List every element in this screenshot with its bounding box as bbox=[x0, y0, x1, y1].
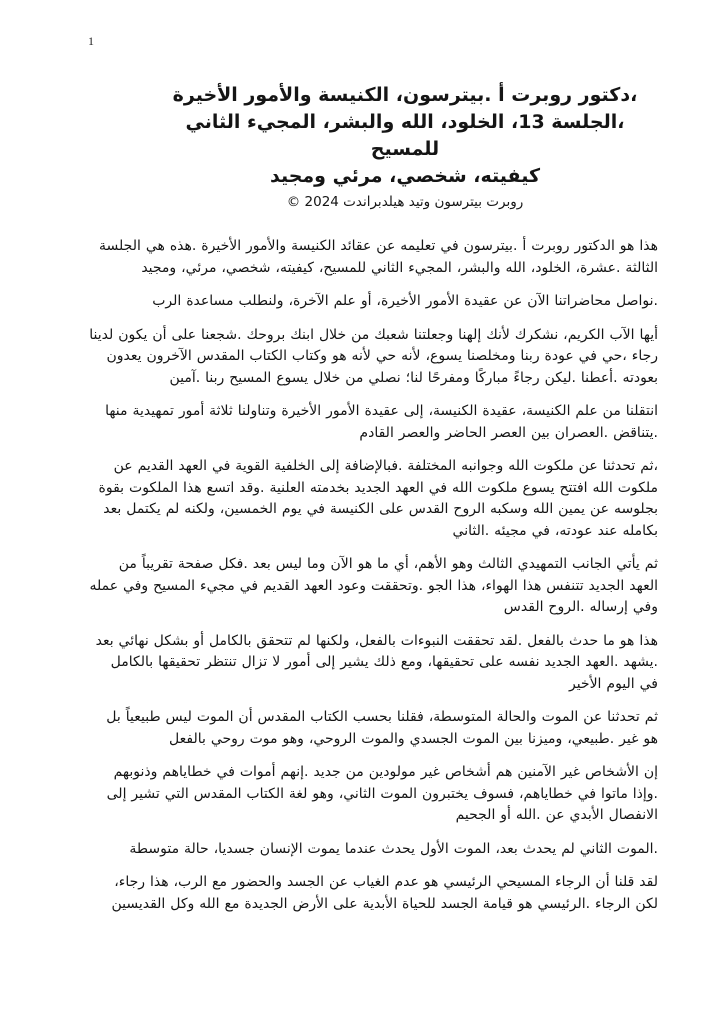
body-paragraph: ثم يأتي الجانب التمهيدي الثالث وهو الأهم، أي ما هو الآن وما ليس بعد .فكل صفحة تقريباً من العهد الجديد تتنفس هذا الهواء، هذا الجو .وتحققت وعود العهد القديم في مجيء المسيح وفي عمله وفي إرساله .الروح القدس bbox=[89, 556, 658, 615]
body-paragraph: هذا هو الدكتور روبرت أ .بيترسون في تعليمه عن عقائد الكنيسة والأمور الأخيرة .هذه هي الجلسة الثالثة .عشرة، الخلود، الله والبشر، المجيء الثاني للمسيح، كيفيته، شخصي، مرئي، ومجيد bbox=[99, 238, 658, 276]
document-body bbox=[88, 236, 658, 915]
document-content bbox=[88, 0, 658, 927]
body-paragraph: انتقلنا من علم الكنيسة، عقيدة الكنيسة، إلى عقيدة الأمور الأخيرة وتناولنا ثلاثة أمور تمهيدية منها .يتناقض .العصران بين العصر الحاضر والعصر القادم bbox=[105, 403, 658, 441]
title-line-2: ،الجلسة 13، الخلود، الله والبشر، المجيء الثاني للمسيح bbox=[185, 111, 625, 160]
title-line-1: ،دكتور روبرت أ .بيترسون، الكنيسة والأمور الأخيرة bbox=[172, 84, 638, 106]
body-paragraph: .نواصل محاضراتنا الآن عن عقيدة الأمور الأخيرة، أو علم الآخرة، ولنطلب مساعدة الرب bbox=[152, 293, 658, 309]
body-paragraph: هذا هو ما حدث بالفعل .لقد تحققت النبوءات بالفعل، ولكنها لم تتحقق بالكامل أو بشكل نهائي بعد .يشهد .العهد الجديد نفسه على تحقيقها، ومع ذلك يشير إلى أمور لا تزال تنتظر تحقيقها بالكامل في اليوم الأخير bbox=[95, 632, 658, 692]
body-paragraph: ،ثم تحدثنا عن ملكوت الله وجوانبه المختلفة .فبالإضافة إلى الخلفية القوية في العهد القديم عن ملكوت الله افتتح يسوع ملكوت الله في العهد الجديد بخدمته العلنية .وقد اتسع هذا الملكوت بقوة بجلوسه عن يمين الله وسكبه الروح القدس على الكنيسة في يوم الخمسين، ولكنه لم يكتمل بعد بكامله عند عودته، في مجيئه .الثاني bbox=[98, 458, 658, 539]
copyright-line: روبرت بيترسون وتيد هيلدبراندت 2024 © bbox=[286, 194, 524, 210]
body-paragraph: ثم تحدثنا عن الموت والحالة المتوسطة، فقلنا بحسب الكتاب المقدس أن الموت ليس طبيعياً بل هو غير .طبيعي، وميزنا بين الموت الجسدي والموت الروحي، وهو موت روحي بالفعل bbox=[106, 709, 658, 747]
document-title bbox=[88, 82, 658, 212]
page-number: 1 bbox=[88, 34, 94, 48]
body-paragraph: .الموت الثاني لم يحدث بعد، الموت الأول يحدث عندما يموت الإنسان جسديا، حالة متوسطة bbox=[129, 840, 658, 857]
title-line-3: كيفيته، شخصي، مرئي ومجيد bbox=[269, 165, 541, 187]
body-paragraph: لقد قلنا أن الرجاء المسيحي الرئيسي هو عدم الغياب عن الجسد والحضور مع الرب، هذا رجاء، لكن الرجاء .الرئيسي هو قيامة الجسد للحياة الأبدية على الأرض الجديدة مع الله وكل القديسين bbox=[111, 874, 658, 912]
body-paragraph: إن الأشخاص غير الآمنين هم أشخاص غير مولودين من جديد .إنهم أموات في خطاياهم وذنوبهم .وإذا ماتوا في خطاياهم، فسوف يختبرون الموت الثاني، وهو لغة الكتاب المقدس التي تشير إلى الانفصال الأبدي عن .الله أو الجحيم bbox=[106, 764, 658, 823]
body-paragraph: أيها الآب الكريم، نشكرك لأنك إلهنا وجعلتنا شعبك من خلال ابنك بروحك .شجعنا على أن يكون لدينا رجاء ،حي في عودة ربنا ومخلصنا يسوع، لأنه حي لأنه هو وكتاب الكتاب المقدس الآخرون يعدون بعودته .أعطنا .ليكن رجاءً مباركًا ومفرحًا لنا؛ نصلي من خلال يسوع المسيح ربنا .آمين bbox=[89, 326, 658, 386]
